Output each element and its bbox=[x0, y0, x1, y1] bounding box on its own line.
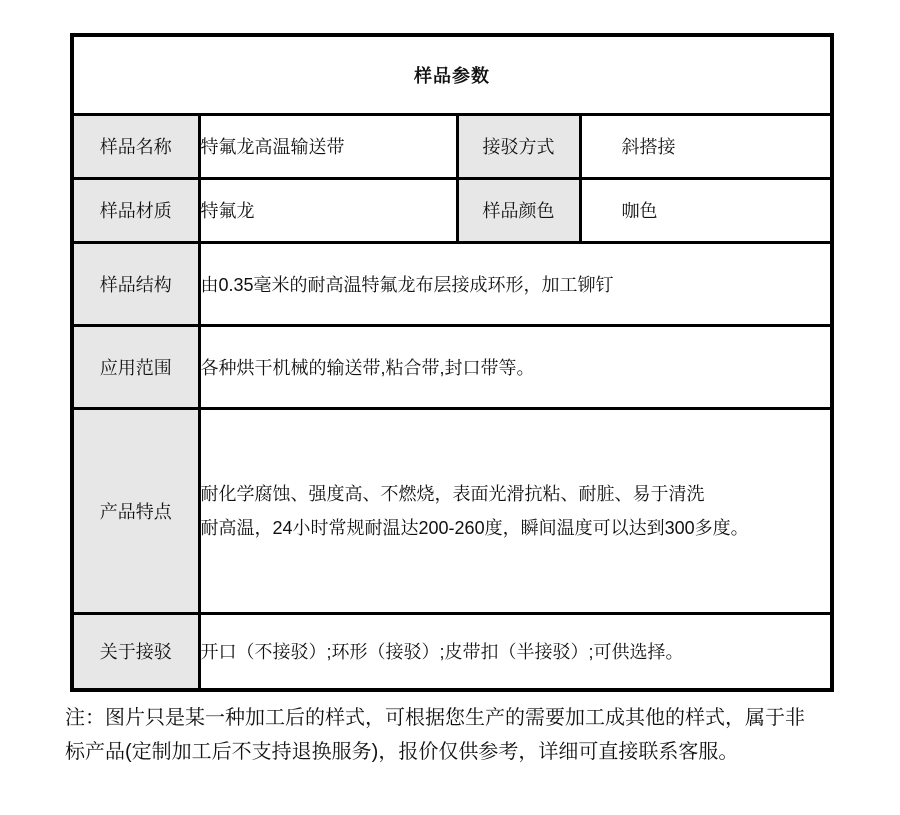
footer-note bbox=[65, 701, 855, 769]
value-sample-name: 特氟龙高温输送带 bbox=[199, 114, 457, 178]
page-title: 样品参数 bbox=[72, 35, 832, 114]
label-sample-name: 样品名称 bbox=[72, 114, 199, 178]
label-about-joint: 关于接驳 bbox=[72, 613, 199, 690]
table-row bbox=[72, 613, 832, 690]
footer-note-line: 标产品(定制加工后不支持退换服务)，报价仅供参考，详细可直接联系客服。 bbox=[65, 741, 739, 763]
footer-note-line: 注：图片只是某一种加工后的样式，可根据您生产的需要加工成其他的样式，属于非 bbox=[65, 707, 805, 729]
table-row bbox=[72, 114, 832, 178]
value-product-features bbox=[199, 408, 832, 613]
product-features-line-2: 耐高温，24小时常规耐温达200-260度，瞬间温度可以达到300多度。 bbox=[200, 517, 749, 538]
value-sample-material: 特氟龙 bbox=[199, 178, 457, 242]
value-application-scope: 各种烘干机械的输送带,粘合带,封口带等。 bbox=[199, 325, 832, 408]
title-row bbox=[72, 35, 832, 114]
value-about-joint: 开口（不接驳）;环形（接驳）;皮带扣（半接驳）;可供选择。 bbox=[199, 613, 832, 690]
table-row bbox=[72, 242, 832, 325]
table-row bbox=[72, 178, 832, 242]
value-sample-color: 咖色 bbox=[580, 178, 832, 242]
label-sample-material: 样品材质 bbox=[72, 178, 199, 242]
label-sample-structure: 样品结构 bbox=[72, 242, 199, 325]
table-row bbox=[72, 325, 832, 408]
spec-table bbox=[70, 33, 834, 692]
value-joint-method: 斜搭接 bbox=[580, 114, 832, 178]
label-product-features: 产品特点 bbox=[72, 408, 199, 613]
label-sample-color: 样品颜色 bbox=[457, 178, 580, 242]
table-row bbox=[72, 408, 832, 613]
label-joint-method: 接驳方式 bbox=[457, 114, 580, 178]
label-application-scope: 应用范围 bbox=[72, 325, 199, 408]
product-features-line-1: 耐化学腐蚀、强度高、不燃烧，表面光滑抗粘、耐脏、易于清洗 bbox=[200, 483, 705, 504]
value-sample-structure: 由0.35毫米的耐高温特氟龙布层接成环形，加工铆钉 bbox=[199, 242, 832, 325]
